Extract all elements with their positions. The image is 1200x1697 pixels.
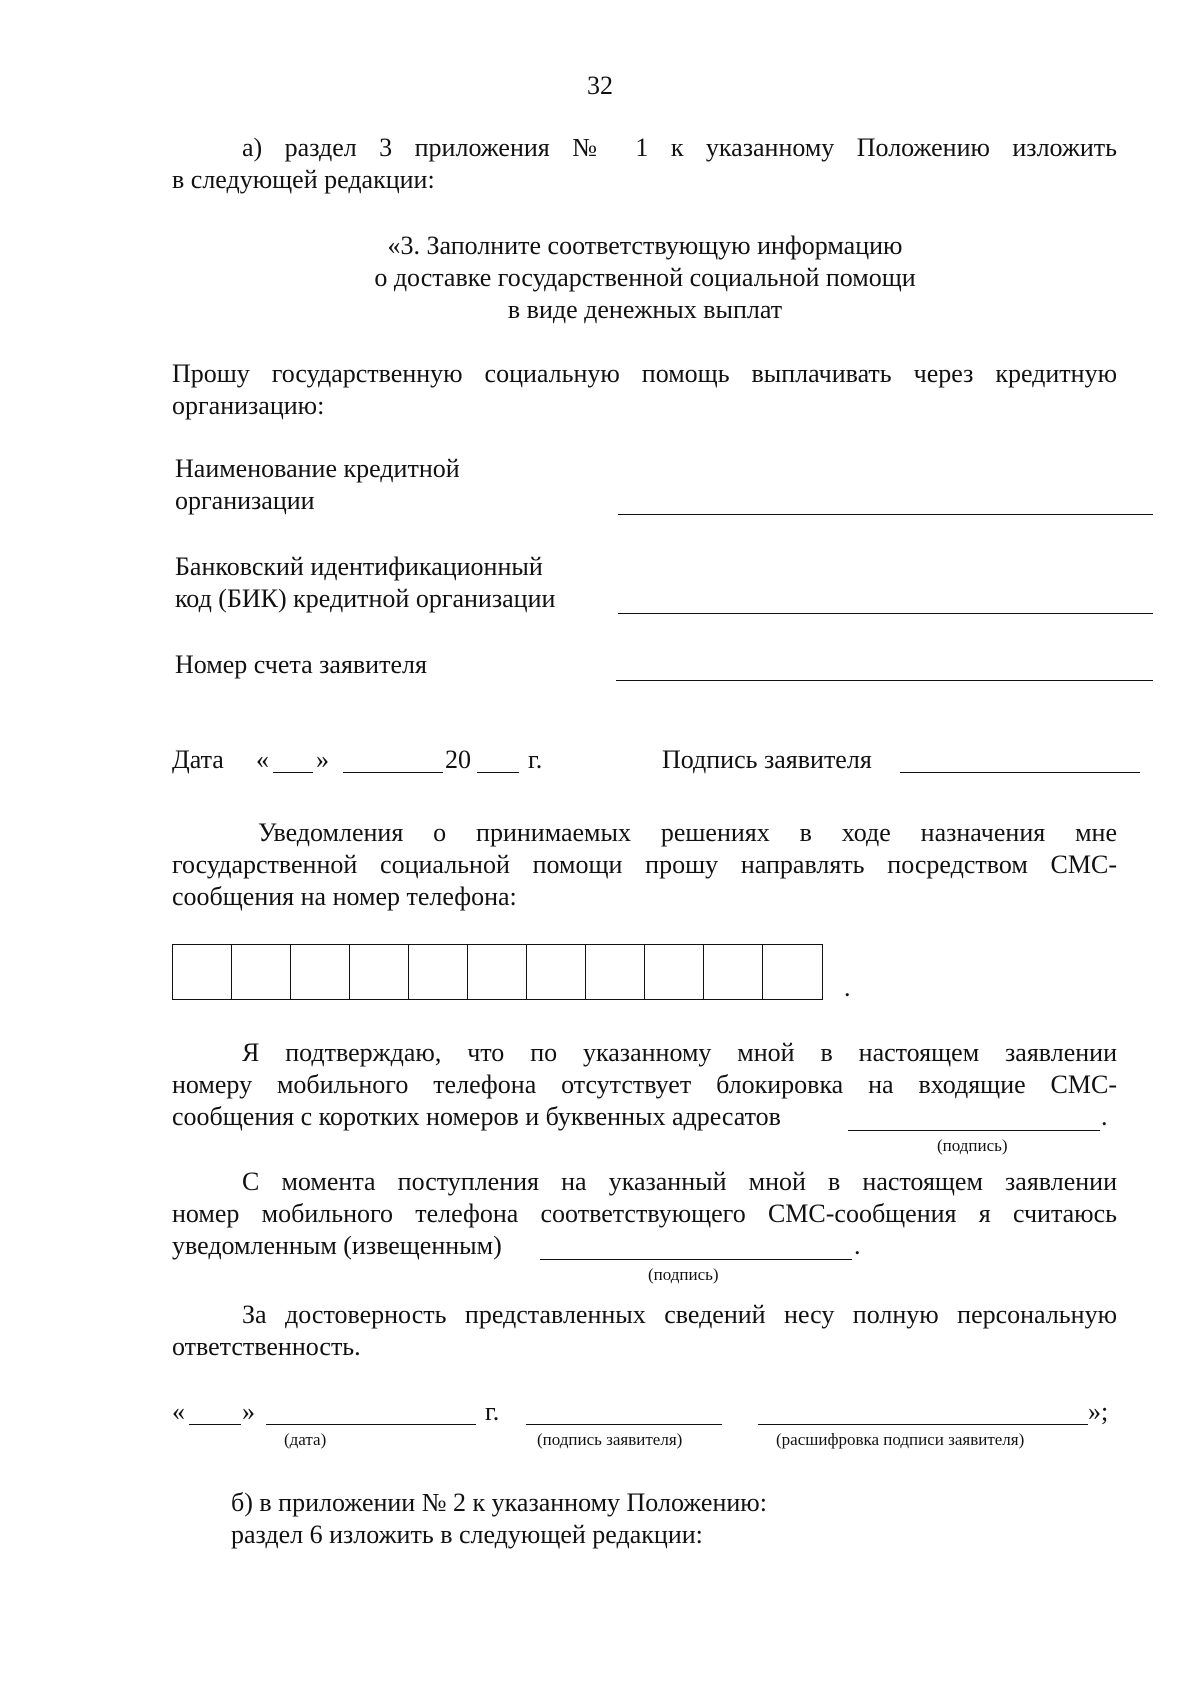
date-day-line[interactable]: [273, 772, 313, 773]
bank-name-input-line[interactable]: [618, 514, 1153, 515]
date-close-quote: »: [316, 745, 329, 774]
bank-name-label-line-1: Наименование кредитной: [175, 454, 460, 483]
section-b-line-1: б) в приложении № 2 к указанному Положению:: [231, 1488, 767, 1517]
request-line-1: Прошу государственную социальную помощь выплачивать через кредитную: [172, 359, 1117, 388]
section-heading-line-2: о доставке государственной социальной помощи: [374, 263, 916, 292]
intro-line-2: в следующей редакции:: [172, 165, 435, 194]
request-line-2: организацию:: [172, 391, 325, 420]
phone-digit-cell[interactable]: [232, 945, 291, 999]
signature-line[interactable]: [900, 772, 1140, 773]
bik-label-line-1: Банковский идентификационный: [175, 552, 543, 581]
confirmation-end: .: [1101, 1102, 1108, 1131]
phone-digit-cell[interactable]: [350, 945, 409, 999]
date-open-quote: «: [256, 745, 269, 774]
notified-line-2: номер мобильного телефона соответствующего СМС-сообщения я считаюсь: [172, 1199, 1117, 1228]
confirmation-line-1: Я подтверждаю, что по указанному мной в настоящем заявлении: [242, 1038, 1117, 1067]
responsibility-line-1: За достоверность представленных сведений несу полную персональную: [242, 1300, 1117, 1329]
phone-period: .: [844, 973, 851, 1002]
section-heading-line-1: «3. Заполните соответствующую информацию: [387, 231, 903, 260]
confirmation-line-3: сообщения с коротких номеров и буквенных адресатов: [172, 1102, 781, 1131]
phone-digit-cell[interactable]: [704, 945, 763, 999]
confirmation-caption: (подпись): [937, 1136, 1008, 1155]
confirmation-signature-line[interactable]: [848, 1130, 1100, 1131]
notified-end: .: [854, 1231, 861, 1260]
signature-label: Подпись заявителя: [662, 745, 872, 774]
section-heading-line-3: в виде денежных выплат: [507, 295, 783, 324]
final-end: »;: [1088, 1397, 1109, 1426]
notified-signature-line[interactable]: [540, 1259, 852, 1260]
caption-signature: (подпись заявителя): [537, 1430, 683, 1449]
sms-request-line-3: сообщения на номер телефона:: [172, 882, 517, 911]
phone-digit-cell[interactable]: [645, 945, 704, 999]
bik-input-line[interactable]: [618, 613, 1153, 614]
intro-line-1: а) раздел 3 приложения № 1 к указанному Положению изложить: [242, 133, 1117, 162]
phone-digit-cell[interactable]: [409, 945, 468, 999]
phone-digit-cell[interactable]: [468, 945, 527, 999]
final-date-line[interactable]: [266, 1424, 476, 1425]
caption-decode: (расшифровка подписи заявителя): [776, 1430, 1025, 1449]
date-label: Дата: [172, 745, 224, 774]
final-open-quote: «: [172, 1397, 185, 1426]
phone-number-grid[interactable]: [172, 944, 823, 1000]
account-number-input-line[interactable]: [616, 680, 1153, 681]
phone-digit-cell[interactable]: [173, 945, 232, 999]
final-signature-line[interactable]: [526, 1424, 722, 1425]
section-b-line-2: раздел 6 изложить в следующей редакции:: [231, 1520, 703, 1549]
date-month-line[interactable]: [343, 772, 443, 773]
phone-digit-cell[interactable]: [291, 945, 350, 999]
bank-name-label-line-2: организации: [175, 486, 315, 515]
confirmation-line-2: номеру мобильного телефона отсутствует блокировка на входящие СМС-: [172, 1070, 1117, 1099]
sms-request-line-1: Уведомления о принимаемых решениях в ходе назначения мне: [258, 818, 1117, 847]
date-year-suffix: г.: [528, 745, 543, 774]
bik-label-line-2: код (БИК) кредитной организации: [175, 584, 556, 613]
responsibility-line-2: ответственность.: [172, 1332, 361, 1361]
date-year-prefix: 20: [445, 745, 471, 774]
notified-line-3: уведомленным (извещенным): [172, 1231, 502, 1260]
date-year-line[interactable]: [477, 772, 519, 773]
caption-date: (дата): [284, 1430, 327, 1449]
phone-digit-cell[interactable]: [527, 945, 586, 999]
page-number: 32: [587, 71, 613, 100]
final-day-line[interactable]: [189, 1424, 241, 1425]
notified-line-1: С момента поступления на указанный мной в настоящем заявлении: [242, 1167, 1117, 1196]
account-number-label: Номер счета заявителя: [175, 650, 427, 679]
final-year-suffix: г.: [485, 1397, 500, 1426]
phone-digit-cell[interactable]: [586, 945, 645, 999]
phone-digit-cell[interactable]: [763, 945, 822, 999]
final-close-quote: »: [242, 1397, 255, 1426]
notified-caption: (подпись): [648, 1265, 719, 1284]
final-decode-line[interactable]: [758, 1424, 1088, 1425]
sms-request-line-2: государственной социальной помощи прошу направлять посредством СМС-: [172, 850, 1117, 879]
